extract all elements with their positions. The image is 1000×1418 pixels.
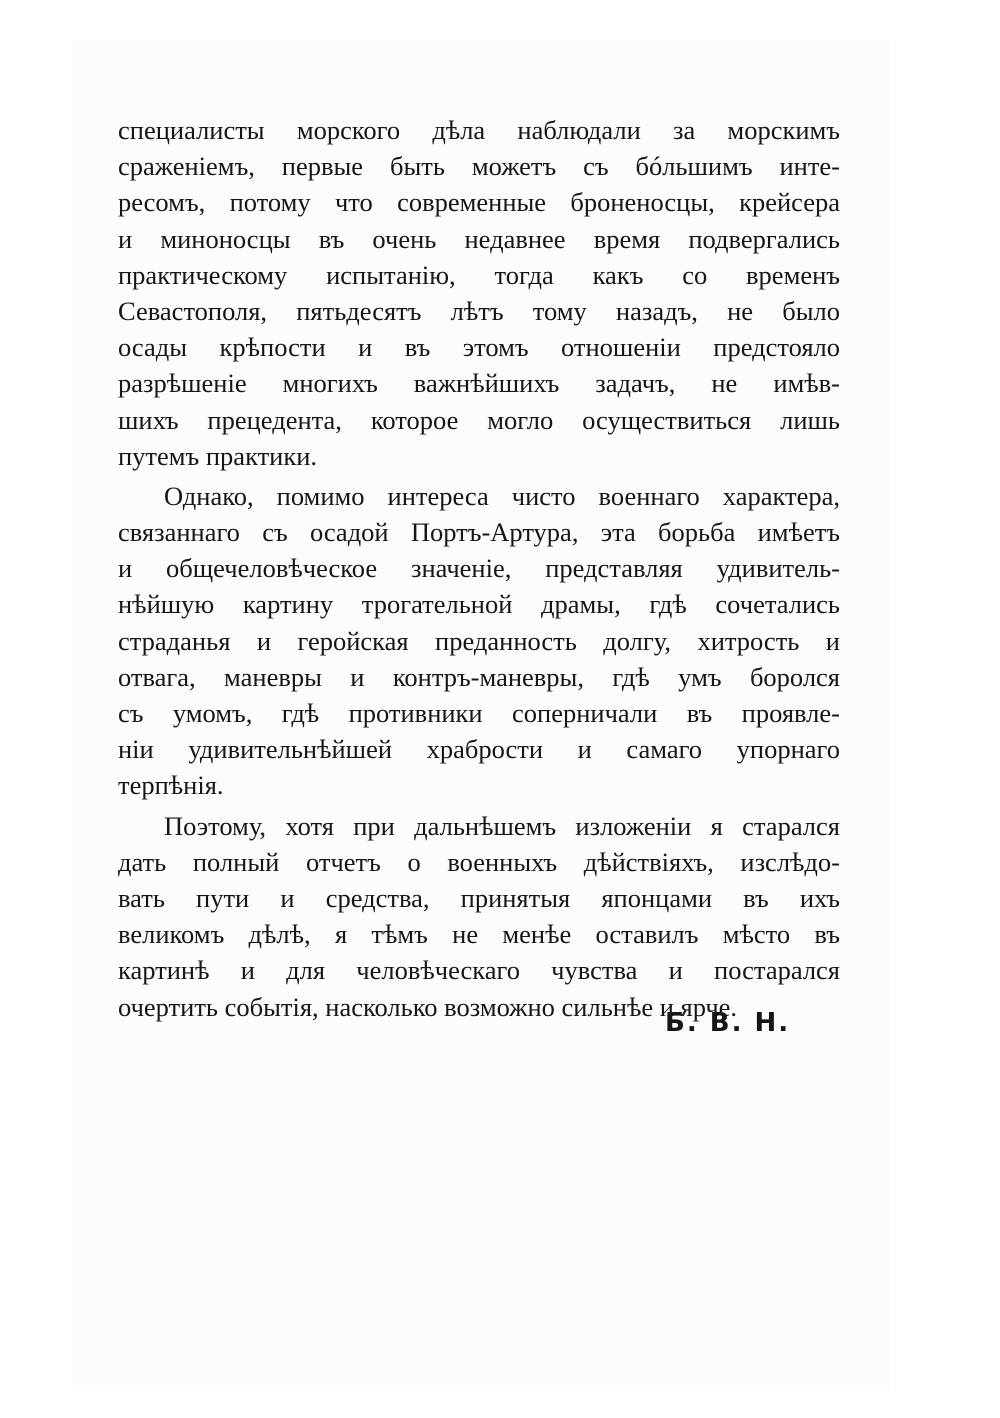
text-line: очертить событія, насколько возможно сильнѣе и ярче. [118, 991, 738, 1022]
text-line: картинѣ и для человѣческаго чувства и постарался [118, 955, 840, 986]
text-line: великомъ дѣлѣ, я тѣмъ не менѣе оставилъ мѣсто въ [118, 919, 840, 950]
text-line: Поэтому, хотя при дальнѣшемъ изложеніи я старался [164, 810, 840, 841]
text-line: съ умомъ, гдѣ противники соперничали въ проявле- [118, 698, 840, 728]
text-line: терпѣнія. [118, 770, 224, 801]
text-line: сраженіемъ, первые быть можетъ съ бóльшимъ инте- [118, 151, 840, 182]
text-line: специалисты морского дѣла наблюдали за морскимъ [118, 115, 840, 145]
text-line: ресомъ, потому что современные броненосцы, крейсера [118, 187, 840, 218]
text-line: и общечеловѣческое значеніе, представляя удивитель- [118, 553, 840, 584]
text-line: Однако, помимо интереса чисто военнаго характера, [164, 480, 840, 511]
text-line: и миноносцы въ очень недавнее время подвергались [118, 223, 840, 254]
text-line: дать полный отчетъ о военныхъ дѣйствіяхъ, изслѣдо- [118, 846, 840, 877]
text-line: страданья и геройская преданность долгу, хитрость и [118, 625, 840, 656]
text-line: отвага, маневры и контръ-маневры, гдѣ умъ боролся [118, 661, 840, 692]
text-line: Севастополя, пятьдесятъ лѣтъ тому назадъ, не было [118, 295, 840, 326]
text-line: практическому испытанію, тогда какъ со временъ [118, 259, 840, 290]
text-line: осады крѣпости и въ этомъ отношеніи предстояло [118, 332, 840, 363]
author-signature: Б. В. Н. [665, 1008, 791, 1038]
text-line: нѣйшую картину трогательной драмы, гдѣ сочетались [118, 589, 840, 620]
text-line: шихъ прецедента, которое могло осуществиться лишь [118, 404, 840, 435]
text-line: разрѣшеніе многихъ важнѣйшихъ задачъ, не имѣв- [118, 368, 840, 399]
text-line: вать пути и средства, принятыя японцами въ ихъ [118, 882, 840, 913]
text-line: связаннаго съ осадой Портъ-Артура, эта борьба имѣетъ [118, 517, 840, 548]
text-line: ніи удивительнѣйшей храбрости и самаго упорнаго [118, 734, 840, 765]
text-line: путемъ практики. [118, 440, 318, 471]
body-text [118, 112, 840, 1025]
